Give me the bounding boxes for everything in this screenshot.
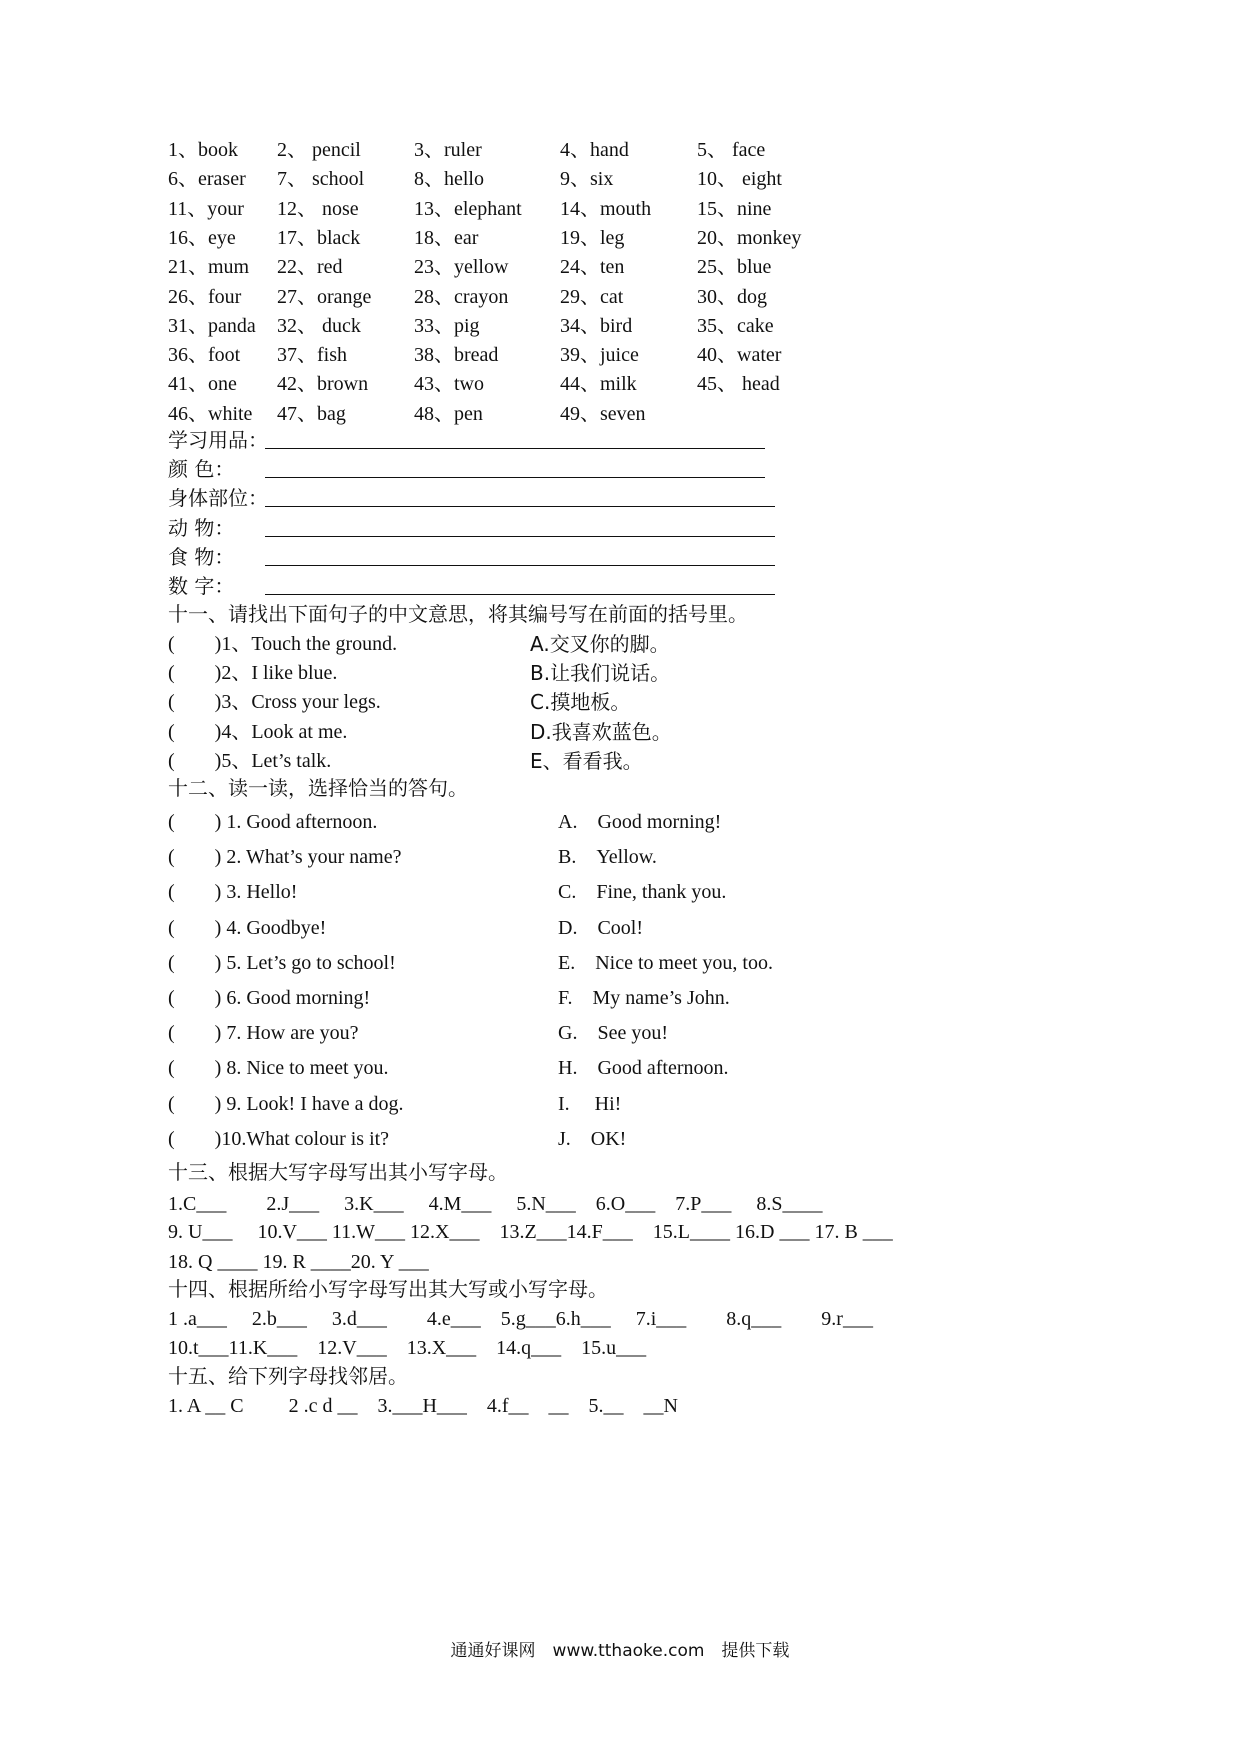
category-label: 学习用品：: [168, 428, 268, 452]
question-item: ( ) 6. Good morning!: [168, 987, 371, 1009]
word-item: 15、nine: [697, 198, 772, 220]
section-14-line-1: 1 .a___ 2.b___ 3.d___ 4.e___ 5.g___6.h___ 7.i___ 8.q___ 9.r___: [168, 1308, 873, 1330]
word-item: 5、 face: [697, 139, 766, 161]
word-item: 7、 school: [277, 168, 365, 190]
answer-option: B.让我们说话。: [530, 661, 671, 685]
answer-line[interactable]: [265, 477, 765, 478]
word-item: 12、 nose: [277, 198, 359, 220]
word-item: 4、hand: [560, 139, 629, 161]
word-item: 1、book: [168, 139, 238, 161]
question-item: ( )10.What colour is it?: [168, 1128, 390, 1150]
word-item: 30、dog: [697, 286, 767, 308]
answer-option: D.我喜欢蓝色。: [530, 720, 672, 744]
section-13-line-2: 9. U___ 10.V___ 11.W___ 12.X___ 13.Z___14.F___ 15.L____ 16.D ___ 17. B ___: [168, 1221, 893, 1243]
answer-option: F. My name’s John.: [558, 987, 730, 1009]
word-item: 22、red: [277, 256, 343, 278]
word-item: 3、ruler: [414, 139, 482, 161]
word-item: 16、eye: [168, 227, 236, 249]
word-item: 19、leg: [560, 227, 625, 249]
question-item: ( )1、Touch the ground.: [168, 633, 398, 655]
question-item: ( ) 5. Let’s go to school!: [168, 952, 396, 974]
word-item: 38、bread: [414, 344, 499, 366]
answer-option: B. Yellow.: [558, 846, 657, 868]
word-item: 28、crayon: [414, 286, 509, 308]
word-item: 23、yellow: [414, 256, 509, 278]
category-label: 动 物：: [168, 516, 235, 540]
answer-line[interactable]: [265, 448, 765, 449]
word-item: 2、 pencil: [277, 139, 361, 161]
footer: 通通好课网 www.tthaoke.com 提供下载: [450, 1641, 790, 1661]
word-item: 34、bird: [560, 315, 633, 337]
word-item: 29、cat: [560, 286, 624, 308]
section-14-line-2: 10.t___11.K___ 12.V___ 13.X___ 14.q___ 15.u___: [168, 1337, 647, 1359]
answer-option: E、看看我。: [530, 749, 643, 773]
question-item: ( ) 8. Nice to meet you.: [168, 1057, 389, 1079]
word-item: 47、bag: [277, 403, 346, 425]
word-item: 33、pig: [414, 315, 480, 337]
section-15-line: 1. A __ C 2 .c d __ 3.___H___ 4.f__ __ 5.__ __N: [168, 1395, 678, 1417]
word-item: 31、panda: [168, 315, 256, 337]
word-item: 6、eraser: [168, 168, 246, 190]
answer-option: C.摸地板。: [530, 690, 631, 714]
answer-option: G. See you!: [558, 1022, 668, 1044]
word-item: 17、black: [277, 227, 361, 249]
word-item: 24、ten: [560, 256, 625, 278]
answer-option: C. Fine, thank you.: [558, 881, 727, 903]
word-item: 8、hello: [414, 168, 484, 190]
answer-line[interactable]: [265, 536, 775, 537]
word-item: 21、mum: [168, 256, 250, 278]
word-item: 25、blue: [697, 256, 772, 278]
question-item: ( ) 4. Goodbye!: [168, 917, 327, 939]
section-15-heading: 十五、给下列字母找邻居。: [168, 1364, 408, 1388]
word-item: 35、cake: [697, 315, 774, 337]
question-item: ( ) 1. Good afternoon.: [168, 811, 378, 833]
question-item: ( )2、I like blue.: [168, 662, 338, 684]
section-12-heading: 十二、读一读，选择恰当的答句。: [168, 776, 468, 800]
category-label: 数 字：: [168, 574, 235, 598]
word-item: 13、elephant: [414, 198, 522, 220]
word-item: 40、water: [697, 344, 782, 366]
question-item: ( ) 2. What’s your name?: [168, 846, 402, 868]
category-label: 身体部位：: [168, 486, 268, 510]
section-13-heading: 十三、根据大写字母写出其小写字母。: [168, 1160, 508, 1184]
answer-line[interactable]: [265, 565, 775, 566]
question-item: ( ) 3. Hello!: [168, 881, 298, 903]
question-item: ( ) 7. How are you?: [168, 1022, 359, 1044]
word-item: 46、white: [168, 403, 253, 425]
category-label: 颜 色：: [168, 457, 235, 481]
word-item: 20、monkey: [697, 227, 802, 249]
word-item: 26、four: [168, 286, 242, 308]
section-13-line-1: 1.C___ 2.J___ 3.K___ 4.M___ 5.N___ 6.O___ 7.P___ 8.S____: [168, 1193, 823, 1215]
word-item: 10、 eight: [697, 168, 782, 190]
word-item: 42、brown: [277, 373, 369, 395]
word-item: 43、two: [414, 373, 484, 395]
word-item: 36、foot: [168, 344, 241, 366]
answer-option: H. Good afternoon.: [558, 1057, 729, 1079]
word-item: 9、six: [560, 168, 614, 190]
answer-option: A.交叉你的脚。: [530, 632, 670, 656]
section-14-heading: 十四、根据所给小写字母写出其大写或小写字母。: [168, 1277, 608, 1301]
word-item: 18、ear: [414, 227, 479, 249]
word-item: 32、 duck: [277, 315, 361, 337]
section-13-line-3: 18. Q ____ 19. R ____20. Y ___: [168, 1251, 429, 1273]
category-label: 食 物：: [168, 545, 235, 569]
word-item: 14、mouth: [560, 198, 652, 220]
word-item: 49、seven: [560, 403, 646, 425]
word-item: 27、orange: [277, 286, 372, 308]
answer-option: D. Cool!: [558, 917, 643, 939]
answer-line[interactable]: [265, 506, 775, 507]
word-item: 11、your: [168, 198, 244, 220]
word-item: 37、fish: [277, 344, 347, 366]
answer-option: A. Good morning!: [558, 811, 722, 833]
word-item: 44、milk: [560, 373, 637, 395]
word-item: 48、pen: [414, 403, 483, 425]
question-item: ( )5、Let’s talk.: [168, 750, 332, 772]
word-item: 41、one: [168, 373, 237, 395]
question-item: ( )4、Look at me.: [168, 721, 348, 743]
answer-line[interactable]: [265, 594, 775, 595]
answer-option: J. OK!: [558, 1128, 627, 1150]
question-item: ( )3、Cross your legs.: [168, 691, 381, 713]
word-item: 39、juice: [560, 344, 639, 366]
question-item: ( ) 9. Look! I have a dog.: [168, 1093, 404, 1115]
word-item: 45、 head: [697, 373, 780, 395]
answer-option: E. Nice to meet you, too.: [558, 952, 773, 974]
section-11-heading: 十一、请找出下面句子的中文意思，将其编号写在前面的括号里。: [168, 602, 748, 626]
answer-option: I. Hi!: [558, 1093, 622, 1115]
